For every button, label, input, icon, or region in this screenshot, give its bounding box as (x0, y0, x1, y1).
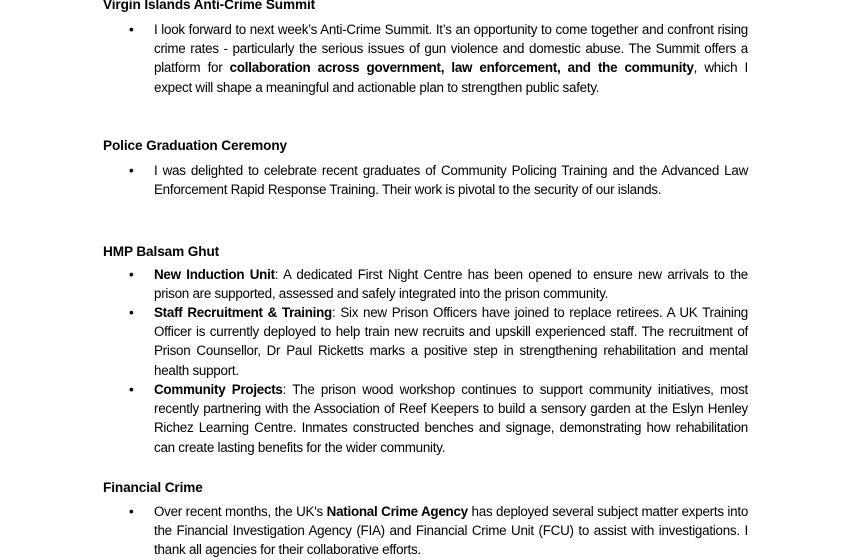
bullet: • (129, 22, 134, 37)
hmp-item-label: New Induction Unit (154, 267, 275, 282)
section-heading-financial: Financial Crime (103, 480, 203, 495)
hmp-item-community (154, 380, 748, 457)
hmp-item-label: Staff Recruitment & Training (154, 305, 332, 320)
summit-text-1: I look forward to next week’s Anti-Crime Summit. It’s an opportunity to come together and confront rising crime rates - particularly the serious issues of gun violence and domestic abuse. The Summit offers a platform for (154, 22, 748, 76)
summit-paragraph (154, 20, 748, 97)
section-heading-summit: Virgin Islands Anti-Crime Summit (103, 0, 316, 12)
graduation-paragraph (154, 161, 748, 199)
financial-text-1: Over recent months, the UK's (154, 504, 327, 519)
bullet: • (129, 504, 134, 519)
summit-bold-text: collaboration across government, law enforcement, and the community (229, 60, 694, 76)
graduation-text: I was delighted to celebrate recent graduates of Community Policing Training and the Advanced Law Enforcement Rapid Response Training. Their work is pivotal to the security of our islands. (154, 163, 748, 198)
bullet: • (129, 163, 134, 178)
financial-text-2: has deployed several subject matter experts into the Financial Investigation Agency (FIA) and Financial Crime Unit (FCU) to assist with investigations. I thank all agencies for their collaborative efforts. (154, 504, 749, 558)
hmp-item-recruitment (154, 303, 748, 380)
financial-bold-text: National Crime Agency (326, 504, 468, 519)
hmp-item-text: : Six new Prison Officers have joined to replace retirees. A UK Training Officer is currently deployed to help train new recruits and upskill experienced staff. The recruitment of Prison Counsellor, Dr Paul Ricketts marks a positive step in strengthening rehabilitation and mental health support. (154, 305, 748, 378)
hmp-item-label: Community Projects (154, 382, 283, 397)
summit-text-2: , which I expect will shape a meaningful and actionable plan to strengthen public safety. (154, 60, 748, 95)
bullet: • (129, 382, 134, 397)
bullet: • (129, 305, 134, 320)
financial-paragraph (154, 502, 748, 560)
bullet: • (129, 267, 134, 282)
hmp-item-induction (154, 265, 748, 303)
hmp-item-text: : The prison wood workshop continues to support community initiatives, most recently partnering with the Association of Reef Keepers to build a sensory garden at the Eslyn Henley Richez Learning Centre. Inmates constructed benches and signage, demonstrating how rehabilitation can create lasting benefits for the wider community. (154, 382, 749, 455)
hmp-item-text: : A dedicated First Night Centre has been opened to ensure new arrivals to the prison are supported, assessed and safely integrated into the prison community. (154, 267, 748, 302)
section-heading-graduation: Police Graduation Ceremony (103, 138, 287, 153)
section-heading-hmp: HMP Balsam Ghut (103, 244, 220, 259)
